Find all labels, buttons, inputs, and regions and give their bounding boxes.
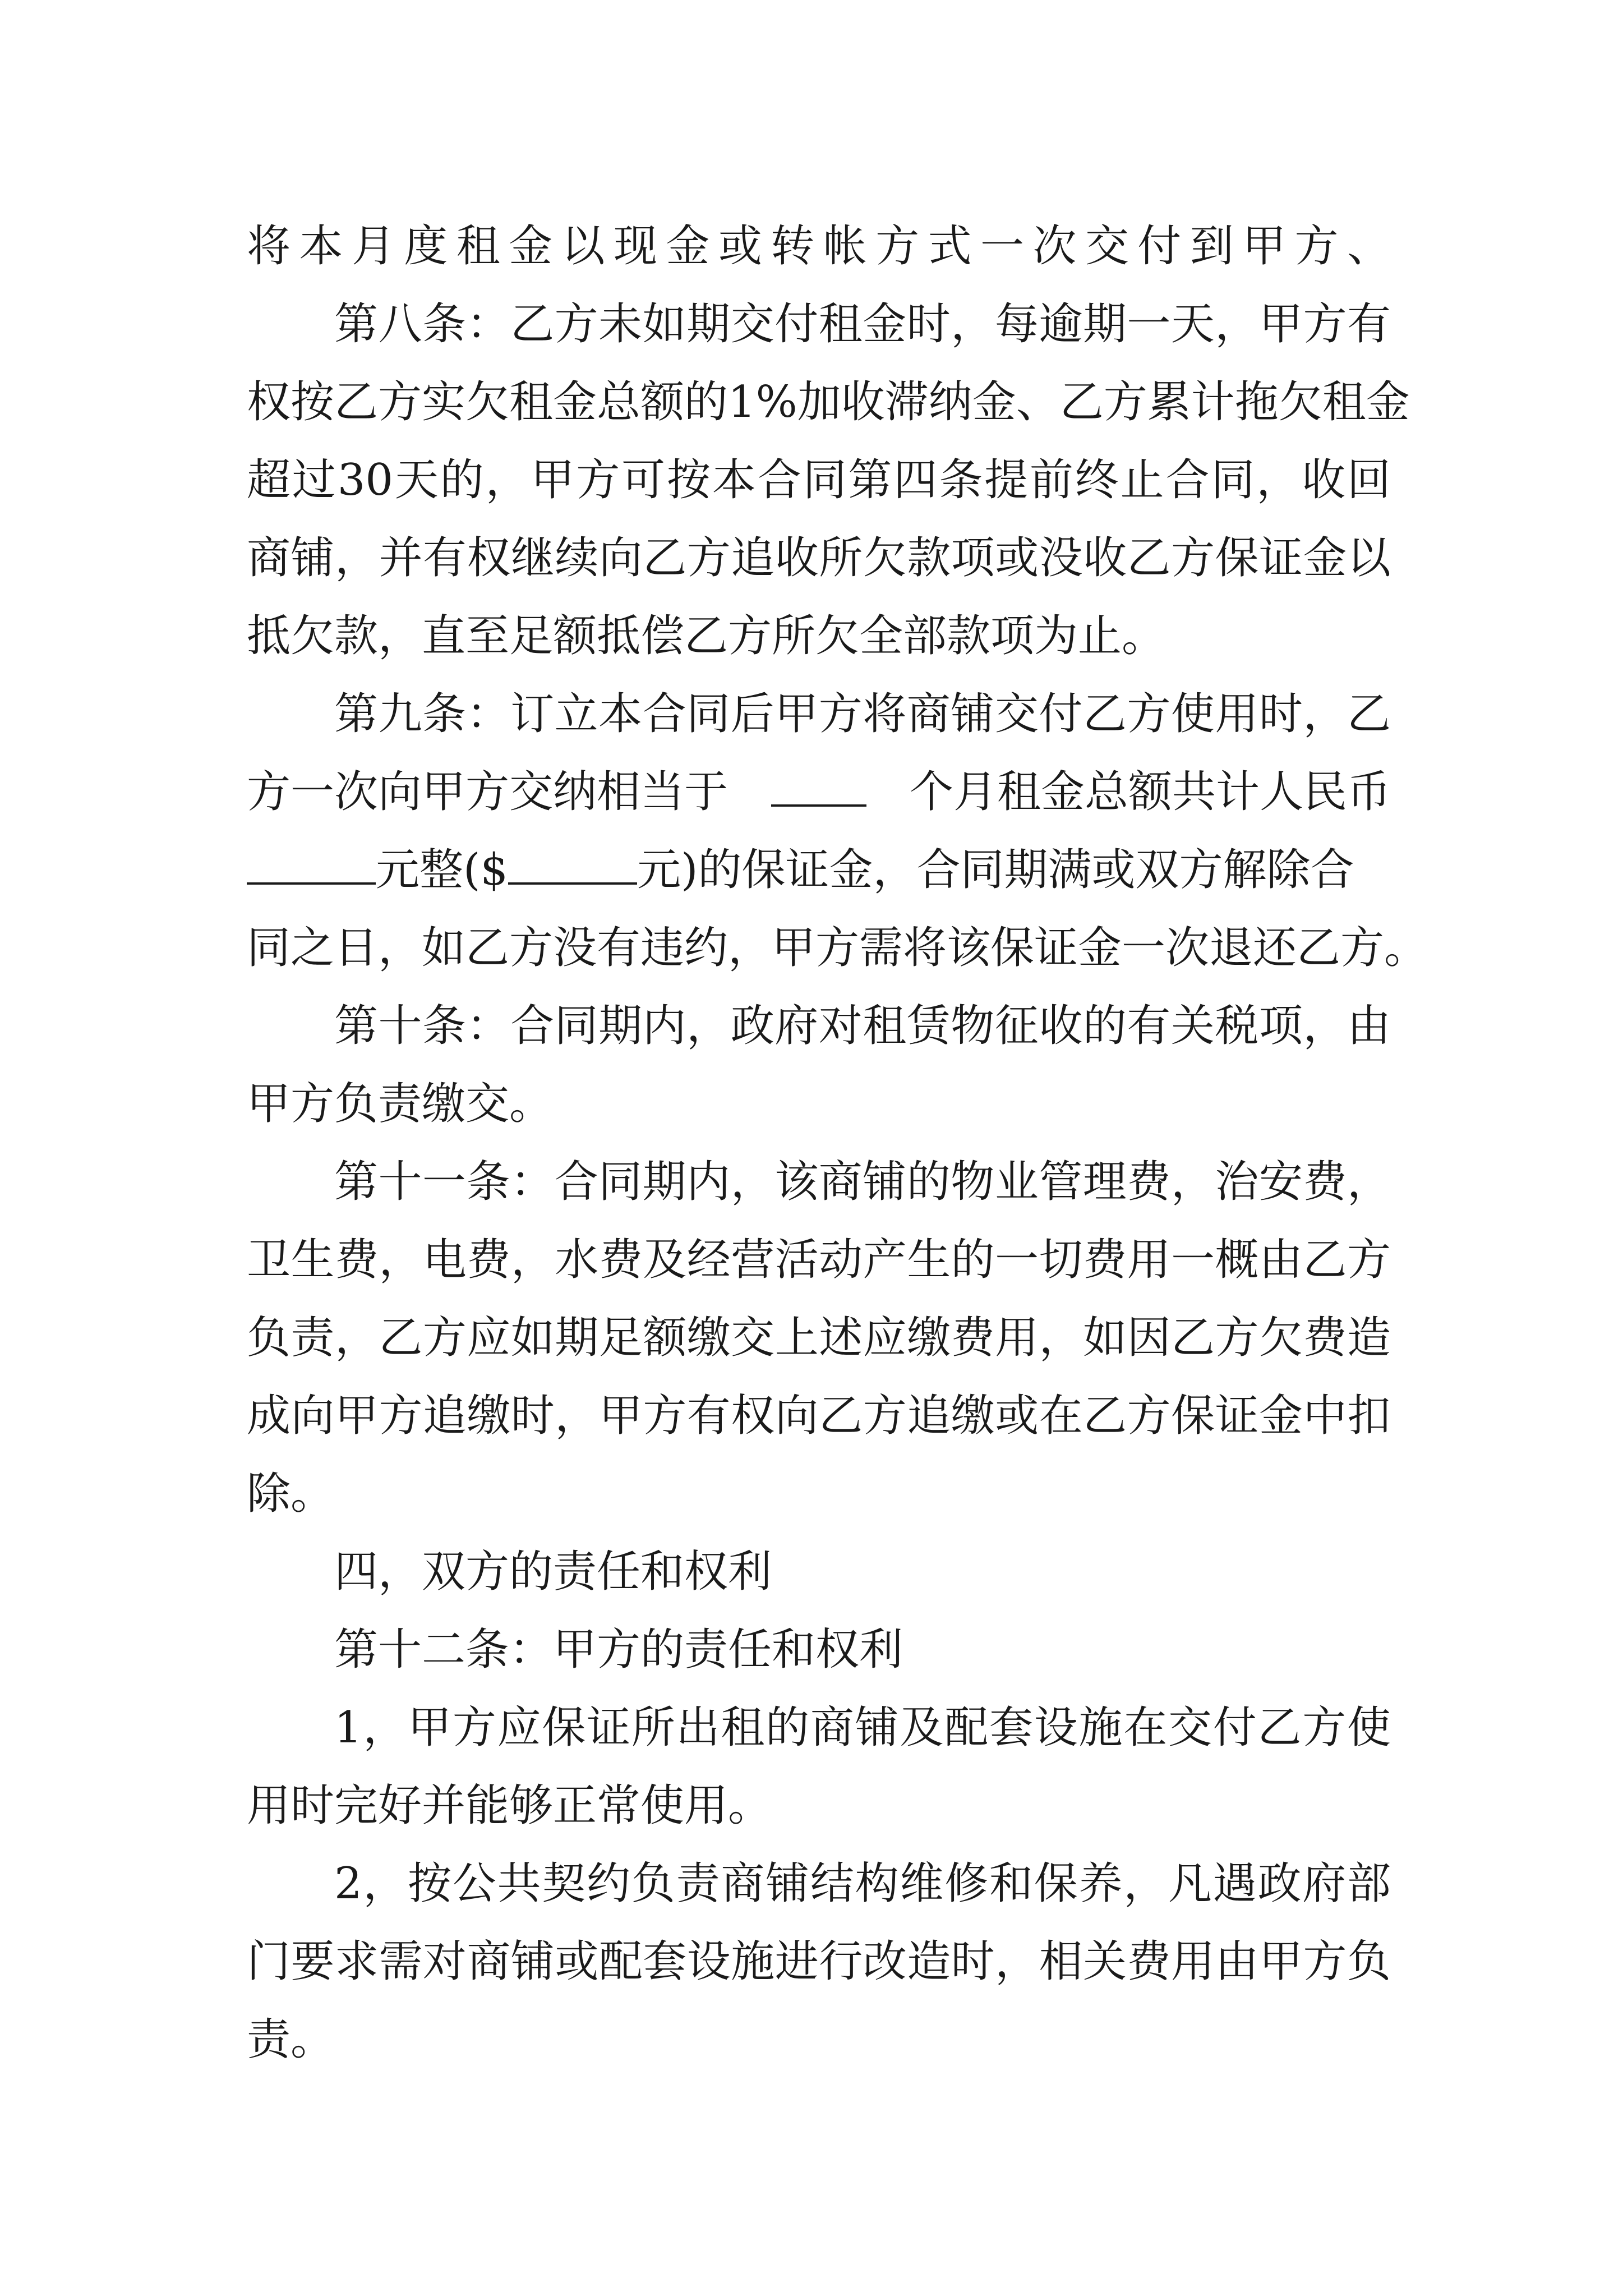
fill-in-blank-amount-usd bbox=[508, 846, 637, 885]
text-line: 卫生费，电费，水费及经营活动产生的一切费用一概由乙方 bbox=[247, 1235, 1391, 1285]
text-segment: 方一次向甲方交纳相当于 bbox=[247, 767, 728, 817]
article-10-heading-line: 第十条：合同期内，政府对租赁物征收的有关税项，由 bbox=[334, 1001, 1391, 1051]
text-line: 权按乙方实欠租金总额的1%加收滞纳金、乙方累计拖欠租金 bbox=[247, 377, 1410, 427]
clause-2-line: 2，按公共契约负责商铺结构维修和保养，凡遇政府部 bbox=[334, 1858, 1391, 1909]
text-line: 商铺，并有权继续向乙方追收所欠款项或没收乙方保证金以 bbox=[247, 533, 1391, 583]
text-line: 用时完好并能够正常使用。 bbox=[247, 1780, 772, 1831]
text-line: 抵欠款，直至足额抵偿乙方所欠全部款项为止。 bbox=[247, 611, 1166, 661]
text-segment: 元整($ bbox=[376, 845, 509, 895]
text-segment: 个月租金总额共计人民币 bbox=[909, 767, 1391, 817]
text-line: 将本月度租金以现金或转帐方式一次交付到甲方、 bbox=[247, 221, 1391, 272]
article-11-heading-line: 第十一条：合同期内，该商铺的物业管理费，治安费， bbox=[334, 1157, 1391, 1207]
text-line: 成向甲方追缴时，甲方有权向乙方追缴或在乙方保证金中扣 bbox=[247, 1391, 1391, 1441]
text-line: 负责，乙方应如期足额缴交上述应缴费用，如因乙方欠费造 bbox=[247, 1313, 1391, 1363]
text-segment bbox=[247, 753, 1391, 831]
article-9-heading-line: 第九条：订立本合同后甲方将商铺交付乙方使用时，乙 bbox=[334, 689, 1391, 739]
article-12-heading: 第十二条：甲方的责任和权利 bbox=[334, 1625, 903, 1675]
fill-in-blank-amount-cn bbox=[247, 846, 376, 885]
text-line: 除。 bbox=[247, 1469, 335, 1519]
article-8-heading-line: 第八条：乙方未如期交付租金时，每逾期一天，甲方有 bbox=[334, 299, 1391, 349]
text-line: 同之日，如乙方没有违约，甲方需将该保证金一次退还乙方。 bbox=[247, 923, 1428, 973]
text-line-with-blank bbox=[247, 753, 1391, 831]
text-line: 甲方负责缴交。 bbox=[247, 1079, 554, 1129]
text-segment: 元)的保证金，合同期满或双方解除合 bbox=[637, 845, 1354, 895]
section-4-heading: 四，双方的责任和权利 bbox=[334, 1547, 772, 1597]
text-line: 门要求需对商铺或配套设施进行改造时，相关费用由甲方负 bbox=[247, 1936, 1391, 1987]
text-line: 超过30天的，甲方可按本合同第四条提前终止合同，收回 bbox=[247, 455, 1391, 505]
clause-1-line: 1，甲方应保证所出租的商铺及配套设施在交付乙方使 bbox=[334, 1703, 1391, 1753]
fill-in-blank-months bbox=[771, 769, 866, 807]
text-line-with-blanks bbox=[247, 831, 1391, 909]
text-line: 责。 bbox=[247, 2014, 335, 2065]
contract-text bbox=[247, 208, 1428, 2079]
